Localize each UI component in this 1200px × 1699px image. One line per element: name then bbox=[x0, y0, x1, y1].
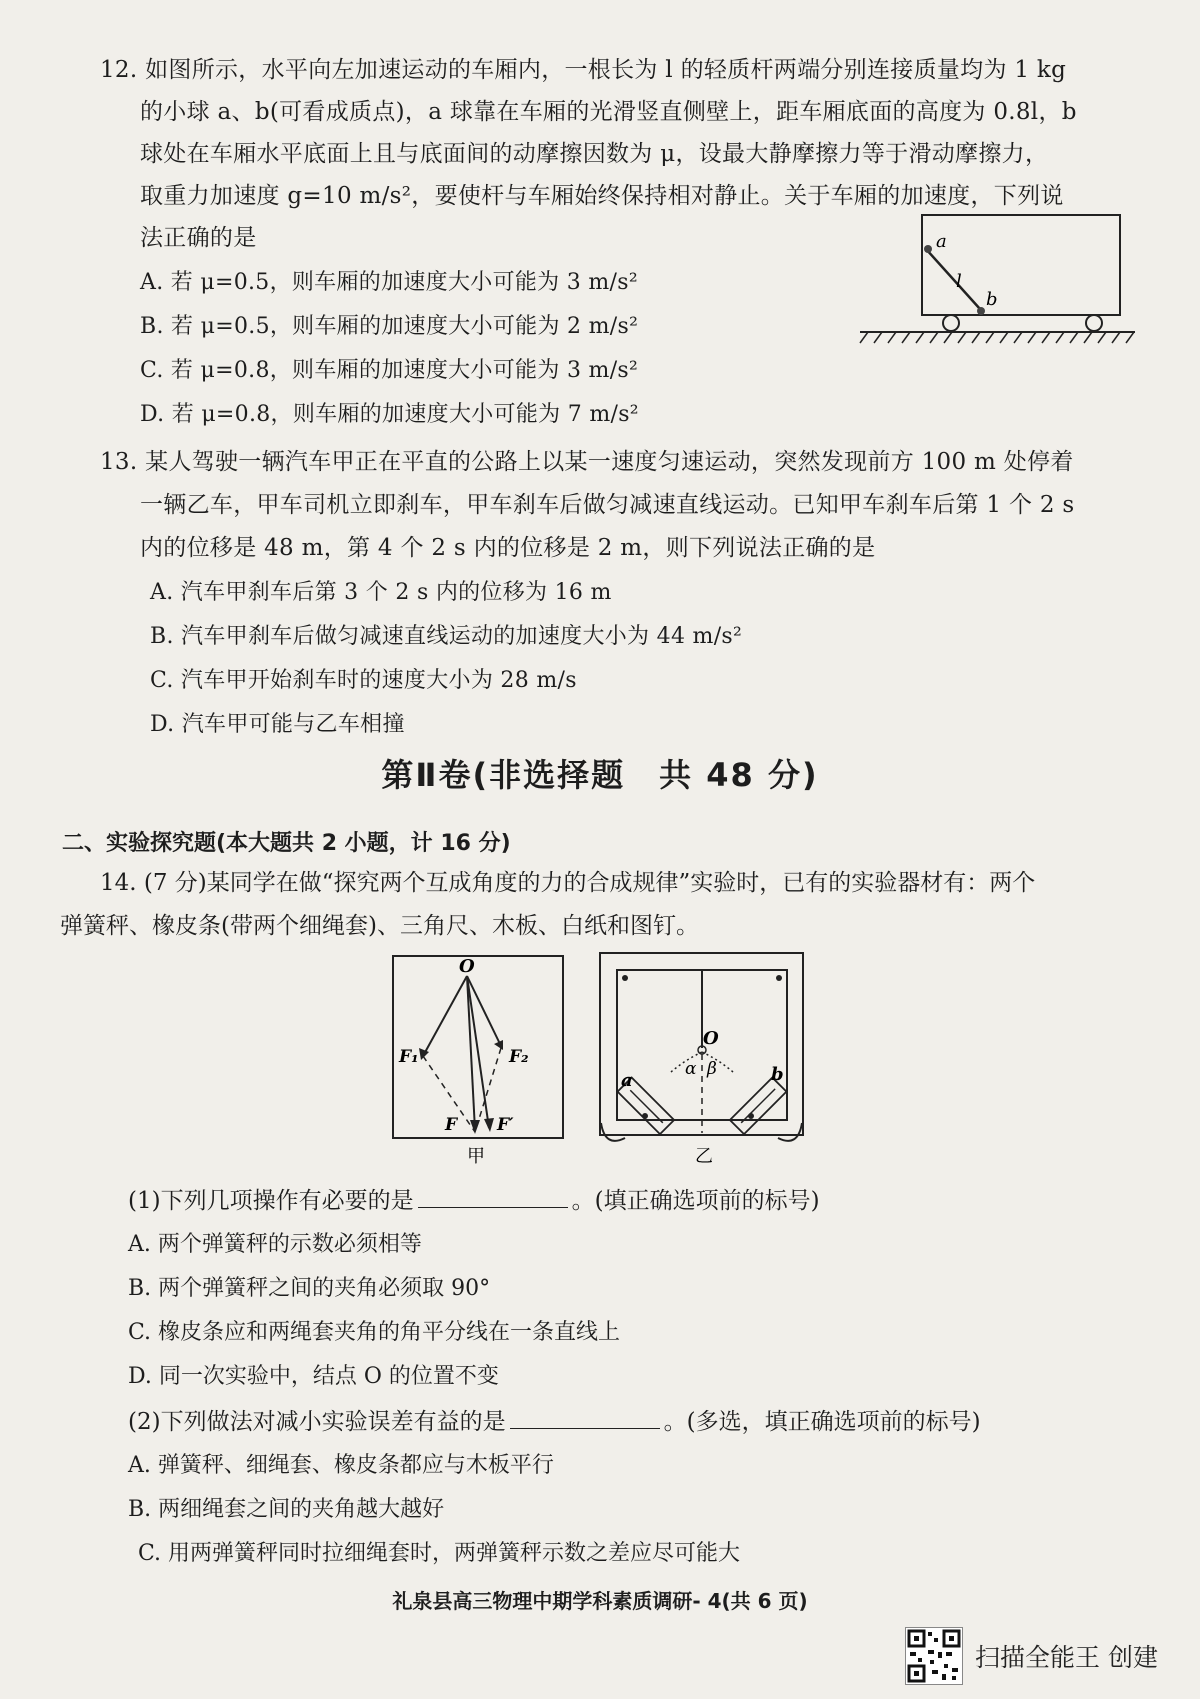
q14-line-2: 弹簧秤、橡皮条(带两个细绳套)、三角尺、木板、白纸和图钉。 bbox=[60, 913, 699, 939]
label-a: a bbox=[936, 231, 947, 252]
q12-option-d: D. 若 μ=0.8，则车厢的加速度大小可能为 7 m/s² bbox=[140, 402, 639, 427]
q14-part2-prompt bbox=[128, 1406, 981, 1437]
q14-part1-prefix: (1)下列几项操作有必要的是 bbox=[128, 1188, 414, 1214]
q12-line-1: 12. 如图所示，水平向左加速运动的车厢内，一根长为 l 的轻质杆两端分别连接质量均为 1 kg bbox=[100, 57, 1067, 83]
q12-line-3: 球处在车厢水平底面上且与底面间的动摩擦因数为 μ，设最大静摩擦力等于滑动摩擦力， bbox=[140, 141, 1049, 167]
q12-option-c: C. 若 μ=0.8，则车厢的加速度大小可能为 3 m/s² bbox=[140, 358, 639, 383]
scanner-stamp-text: 扫描全能王 创建 bbox=[975, 1643, 1158, 1672]
fig2-caption: 乙 bbox=[695, 1146, 713, 1167]
q14-part1-prompt bbox=[128, 1185, 820, 1216]
q13-line-1: 13. 某人驾驶一辆汽车甲正在平直的公路上以某一速度匀速运动，突然发现前方 100 m 处停着 bbox=[100, 449, 1074, 475]
q14-part1-suffix: 。(填正确选项前的标号) bbox=[571, 1188, 820, 1214]
fig2-label-beta: β bbox=[707, 1059, 717, 1079]
fig1-caption: 甲 bbox=[467, 1146, 485, 1167]
fig1-label-f: F bbox=[445, 1115, 458, 1135]
q13-option-d: D. 汽车甲可能与乙车相撞 bbox=[150, 712, 405, 737]
q12-carriage-figure bbox=[850, 205, 1140, 350]
fig2-label-a: a bbox=[621, 1070, 633, 1091]
label-l: l bbox=[956, 271, 962, 292]
q14-part1-option-b: B. 两个弹簧秤之间的夹角必须取 90° bbox=[128, 1276, 491, 1301]
fig1-label-f2: F₂ bbox=[509, 1047, 529, 1067]
q14-part2-suffix: 。(多选，填正确选项前的标号) bbox=[663, 1409, 981, 1435]
qr-code-icon bbox=[905, 1627, 963, 1685]
q12-option-b: B. 若 μ=0.5，则车厢的加速度大小可能为 2 m/s² bbox=[140, 314, 639, 339]
q14-part1-option-d: D. 同一次实验中，结点 O 的位置不变 bbox=[128, 1364, 499, 1389]
q12-line-2: 的小球 a、b(可看成质点)，a 球靠在车厢的光滑竖直侧壁上，距车厢底面的高度为 0.8l，b bbox=[140, 99, 1077, 125]
q14-part2-option-a: A. 弹簧秤、细绳套、橡皮条都应与木板平行 bbox=[128, 1453, 554, 1478]
fig2-label-b: b bbox=[771, 1064, 784, 1085]
q14-part1-option-a: A. 两个弹簧秤的示数必须相等 bbox=[128, 1232, 422, 1257]
q13-option-a: A. 汽车甲刹车后第 3 个 2 s 内的位移为 16 m bbox=[150, 580, 612, 605]
label-b: b bbox=[986, 289, 998, 310]
q12-line-4: 取重力加速度 g=10 m/s²，要使杆与车厢始终保持相对静止。关于车厢的加速度，下列说 bbox=[140, 183, 1064, 209]
fig2-label-alpha: α bbox=[685, 1059, 697, 1079]
q14-part2-prefix: (2)下列做法对减小实验误差有益的是 bbox=[128, 1409, 506, 1435]
q14-part2-option-c: C. 用两弹簧秤同时拉细绳套时，两弹簧秤示数之差应尽可能大 bbox=[138, 1541, 741, 1566]
q13-line-2: 一辆乙车，甲车司机立即刹车，甲车刹车后做匀减速直线运动。已知甲车刹车后第 1 个 2 s bbox=[140, 492, 1075, 518]
fig1-label-f1: F₁ bbox=[399, 1047, 419, 1067]
section-title: 第Ⅱ卷(非选择题 共 48 分) bbox=[381, 756, 819, 794]
fig2-label-o: O bbox=[703, 1028, 719, 1049]
q12-option-a: A. 若 μ=0.5，则车厢的加速度大小可能为 3 m/s² bbox=[140, 270, 638, 295]
q14-line-1: 14. (7 分)某同学在做“探究两个互成角度的力的合成规律”实验时，已有的实验器材有：两个 bbox=[100, 870, 1036, 896]
fig1-label-o: O bbox=[459, 956, 475, 977]
q12-line-5: 法正确的是 bbox=[140, 225, 257, 251]
section-subtitle: 二、实验探究题(本大题共 2 小题，计 16 分) bbox=[62, 831, 511, 856]
page-footer: 礼泉县高三物理中期学科素质调研- 4(共 6 页) bbox=[392, 1589, 808, 1613]
q14-figure-jia bbox=[385, 948, 570, 1168]
q14-part1-answer-blank[interactable] bbox=[418, 1185, 568, 1208]
q14-figure-yi bbox=[595, 948, 810, 1170]
q14-part1-option-c: C. 橡皮条应和两绳套夹角的角平分线在一条直线上 bbox=[128, 1320, 621, 1345]
q13-option-c: C. 汽车甲开始刹车时的速度大小为 28 m/s bbox=[150, 668, 577, 693]
q13-option-b: B. 汽车甲刹车后做匀减速直线运动的加速度大小为 44 m/s² bbox=[150, 624, 743, 649]
fig1-label-f-prime: F′ bbox=[497, 1115, 514, 1135]
scanner-stamp bbox=[905, 1625, 1158, 1687]
q14-part2-answer-blank[interactable] bbox=[510, 1406, 660, 1429]
q14-part2-option-b: B. 两细绳套之间的夹角越大越好 bbox=[128, 1497, 445, 1522]
q13-line-3: 内的位移是 48 m，第 4 个 2 s 内的位移是 2 m，则下列说法正确的是 bbox=[140, 535, 876, 561]
